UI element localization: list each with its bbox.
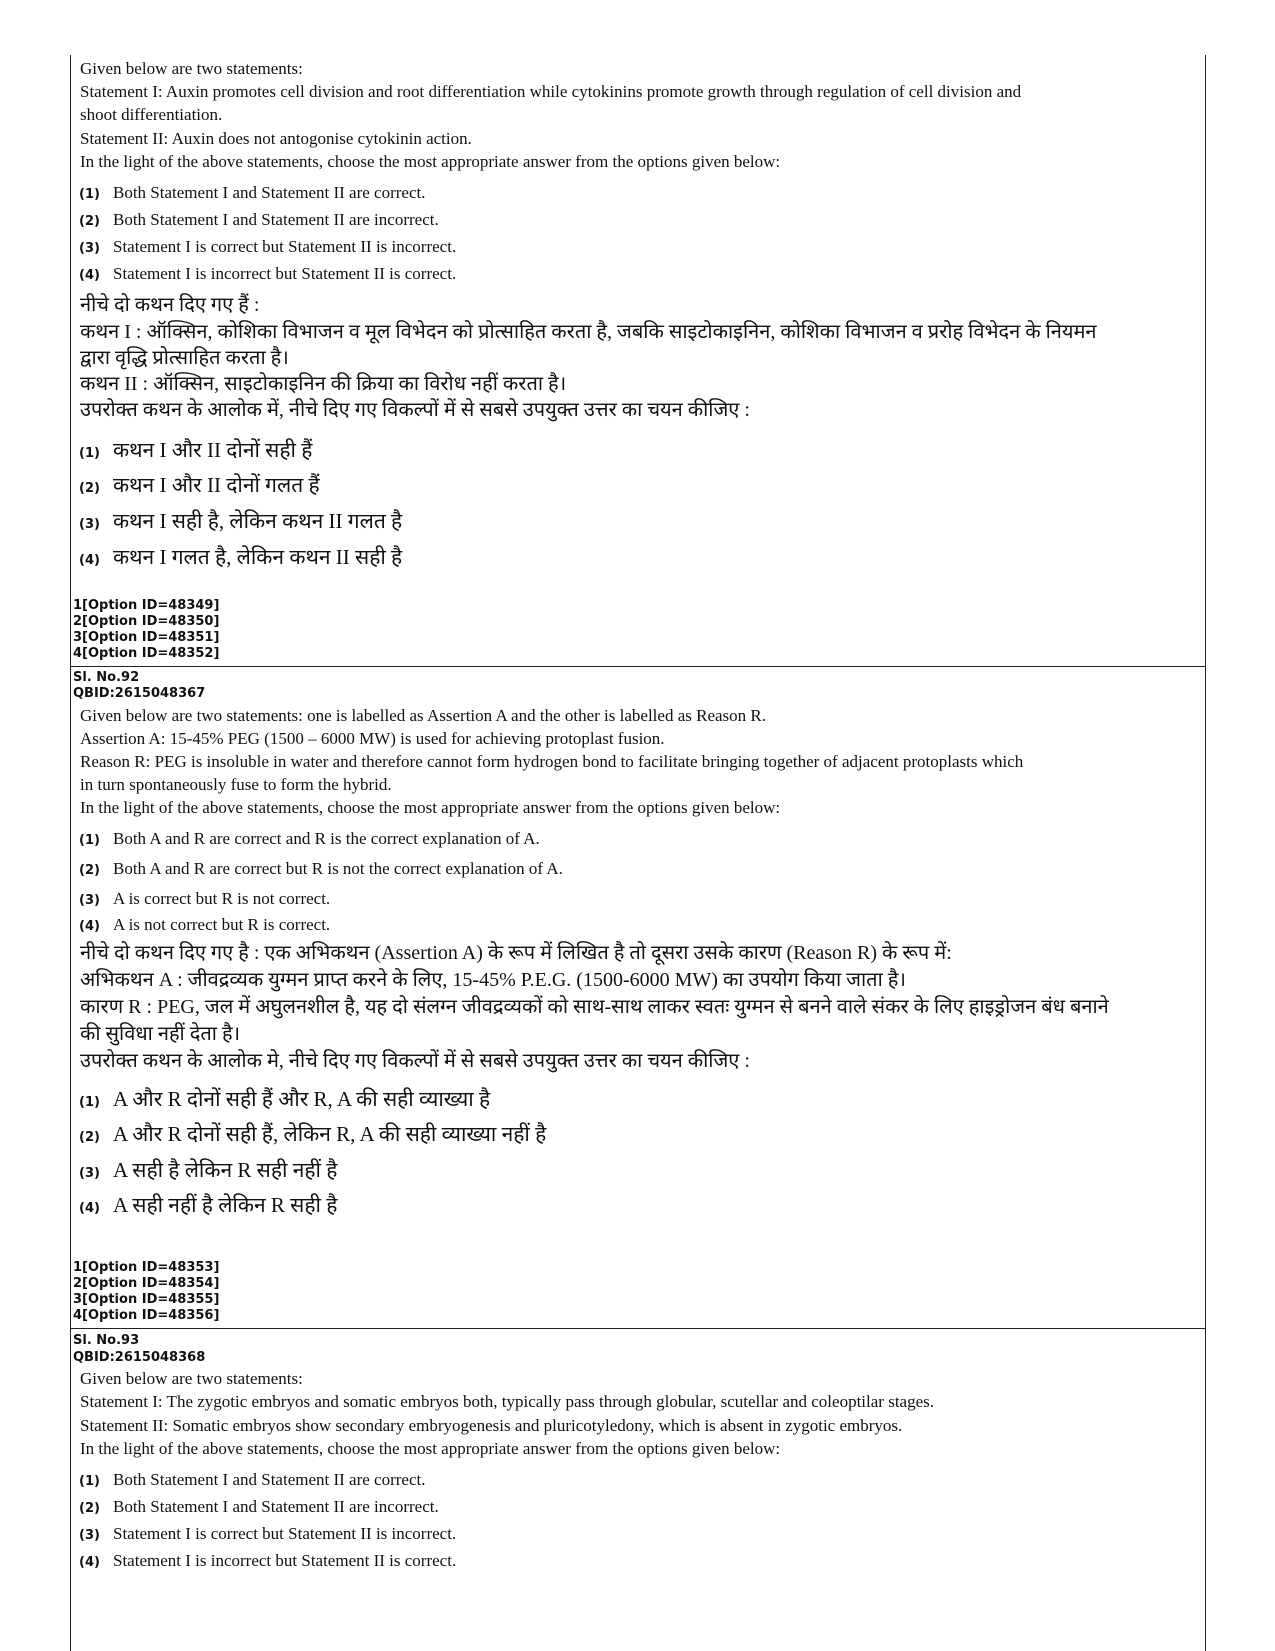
option-number: (2) <box>79 481 100 496</box>
option-number: (4) <box>79 1555 100 1570</box>
q91-option <box>79 210 439 232</box>
option-number: (2) <box>79 1501 100 1516</box>
option-text: A सही नहीं है लेकिन R सही है <box>113 1193 338 1217</box>
q91-hindi-option <box>79 472 320 502</box>
qbid: QBID:2615048367 <box>73 686 206 701</box>
option-number: (4) <box>79 268 100 283</box>
question-divider <box>70 666 1206 667</box>
q91-stem-line: shoot differentiation. <box>80 105 223 124</box>
option-text: Both A and R are correct but R is not the correct explanation of A. <box>113 859 563 878</box>
option-number: (1) <box>79 187 100 202</box>
option-text: Statement I is correct but Statement II is incorrect. <box>113 237 457 256</box>
option-text: Both Statement I and Statement II are correct. <box>113 1470 426 1489</box>
option-text: A सही है लेकिन R सही नहीं है <box>113 1158 338 1182</box>
q92-stem-line: Assertion A: 15-45% PEG (1500 – 6000 MW) is used for achieving protoplast fusion. <box>80 729 665 748</box>
q92-stem-line: In the light of the above statements, choose the most appropriate answer from the options given below: <box>80 798 781 817</box>
q93-stem-line: Statement II: Somatic embryos show secondary embryogenesis and pluricotyledony, which is absent in zygotic embryos. <box>80 1416 903 1435</box>
q92-hindi-option <box>79 1086 490 1116</box>
question-divider <box>70 1328 1206 1329</box>
q93-stem-line: In the light of the above statements, choose the most appropriate answer from the options given below: <box>80 1439 781 1458</box>
option-text: Both Statement I and Statement II are correct. <box>113 183 426 202</box>
q92-option <box>79 889 330 911</box>
option-text: Both Statement I and Statement II are incorrect. <box>113 1497 439 1516</box>
q92-option <box>79 829 540 851</box>
q91-stem-line: Statement II: Auxin does not antogonise cytokinin action. <box>80 129 472 148</box>
q91-option <box>79 264 456 286</box>
option-number: (4) <box>79 1201 100 1216</box>
q92-hindi-line: उपरोक्त कथन के आलोक मे, नीचे दिए गए विकल्पों में से सबसे उपयुक्त उत्तर का चयन कीजिए : <box>80 1050 750 1072</box>
q91-hindi-option <box>79 508 402 538</box>
q91-option <box>79 237 456 259</box>
q93-stem-line: Statement I: The zygotic embryos and somatic embryos both, typically pass through globular, scutellar and coleoptilar stages. <box>80 1392 934 1411</box>
q91-stem-line: Statement I: Auxin promotes cell division and root differentiation while cytokinins promote growth through regulation of cell division and <box>80 82 1022 101</box>
q93-option <box>79 1497 439 1519</box>
serial-number: Sl. No.93 <box>73 1333 140 1348</box>
option-id: 4[Option ID=48352] <box>73 646 220 661</box>
option-number: (4) <box>79 919 100 934</box>
q91-hindi-line: नीचे दो कथन दिए गए हैं : <box>80 294 260 316</box>
q93-option <box>79 1470 426 1492</box>
option-text: Statement I is incorrect but Statement II is correct. <box>113 1551 457 1570</box>
option-text: Statement I is correct but Statement II is incorrect. <box>113 1524 457 1543</box>
q92-stem-line: Given below are two statements: one is labelled as Assertion A and the other is labelled as Reason R. <box>80 706 766 725</box>
q91-hindi-line: उपरोक्त कथन के आलोक में, नीचे दिए गए विकल्पों में से सबसे उपयुक्त उत्तर का चयन कीजिए : <box>80 399 750 421</box>
q92-option <box>79 915 330 937</box>
q93-stem-line: Given below are two statements: <box>80 1369 303 1388</box>
option-number: (3) <box>79 1528 100 1543</box>
option-number: (2) <box>79 863 100 878</box>
q91-stem-line: In the light of the above statements, choose the most appropriate answer from the options given below: <box>80 152 781 171</box>
q92-hindi-line: की सुविधा नहीं देता है। <box>80 1023 241 1045</box>
q91-option <box>79 183 426 205</box>
q92-stem-line: in turn spontaneously fuse to form the hybrid. <box>80 775 392 794</box>
option-number: (1) <box>79 1095 100 1110</box>
option-text: कथन I और II दोनों सही हैं <box>113 438 313 462</box>
option-number: (3) <box>79 1166 100 1181</box>
option-id: 4[Option ID=48356] <box>73 1308 220 1323</box>
option-number: (2) <box>79 1130 100 1145</box>
option-id: 1[Option ID=48353] <box>73 1260 220 1275</box>
q91-hindi-line: कथन II : ऑक्सिन, साइटोकाइनिन की क्रिया का विरोध नहीं करता है। <box>80 373 567 395</box>
option-id: 1[Option ID=48349] <box>73 598 220 613</box>
q91-hindi-option <box>79 437 312 467</box>
option-text: A और R दोनों सही हैं, लेकिन R, A की सही व्याख्या नहीं है <box>113 1122 547 1146</box>
option-id: 3[Option ID=48355] <box>73 1292 220 1307</box>
q92-hindi-line: नीचे दो कथन दिए गए है : एक अभिकथन (Assertion A) के रूप में लिखित है तो दूसरा उसके कारण (Reason R) के रूप में: <box>80 942 952 964</box>
option-text: A is not correct but R is correct. <box>113 915 331 934</box>
qbid: QBID:2615048368 <box>73 1350 206 1365</box>
q92-hindi-line: अभिकथन A : जीवद्रव्यक युग्मन प्राप्त करने के लिए, 15-45% P.E.G. (1500-6000 MW) का उपयोग किया जाता है। <box>80 969 906 991</box>
serial-number: Sl. No.92 <box>73 670 140 685</box>
option-id: 3[Option ID=48351] <box>73 630 220 645</box>
option-number: (1) <box>79 1474 100 1489</box>
option-text: कथन I सही है, लेकिन कथन II गलत है <box>113 509 403 533</box>
q91-hindi-line: कथन I : ऑक्सिन, कोशिका विभाजन व मूल विभेदन को प्रोत्साहित करता है, जबकि साइटोकाइनिन, कोशिका विभाजन व प्ररोह विभेदन के नियमन <box>80 321 1097 343</box>
option-text: कथन I गलत है, लेकिन कथन II सही है <box>113 545 403 569</box>
option-id: 2[Option ID=48354] <box>73 1276 220 1291</box>
q92-stem-line: Reason R: PEG is insoluble in water and therefore cannot form hydrogen bond to facilitate bringing together of adjacent protoplasts which <box>80 752 1024 771</box>
q92-hindi-line: कारण R : PEG, जल में अघुलनशील है, यह दो संलग्न जीवद्रव्यकों को साथ-साथ लाकर स्वतः युग्मन से बनने वाले संकर के लिए हाइड्रोजन बंध बनाने <box>80 996 1109 1018</box>
option-number: (3) <box>79 517 100 532</box>
q91-stem-line: Given below are two statements: <box>80 59 303 78</box>
q93-option <box>79 1551 456 1573</box>
option-text: Both Statement I and Statement II are incorrect. <box>113 210 439 229</box>
option-text: Statement I is incorrect but Statement II is correct. <box>113 264 457 283</box>
option-text: कथन I और II दोनों गलत हैं <box>113 473 320 497</box>
q93-option <box>79 1524 456 1546</box>
option-number: (4) <box>79 553 100 568</box>
option-id: 2[Option ID=48350] <box>73 614 220 629</box>
q92-hindi-option <box>79 1192 337 1222</box>
option-text: A और R दोनों सही हैं और R, A की सही व्याख्या है <box>113 1087 491 1111</box>
option-number: (3) <box>79 893 100 908</box>
option-number: (1) <box>79 833 100 848</box>
option-number: (1) <box>79 446 100 461</box>
q91-hindi-line: द्वारा वृद्धि प्रोत्साहित करता है। <box>80 347 289 369</box>
q91-hindi-option <box>79 544 402 574</box>
q92-hindi-option <box>79 1157 337 1187</box>
option-text: Both A and R are correct and R is the correct explanation of A. <box>113 829 540 848</box>
option-number: (2) <box>79 214 100 229</box>
q92-option <box>79 859 563 881</box>
q92-hindi-option <box>79 1121 546 1151</box>
option-number: (3) <box>79 241 100 256</box>
option-text: A is correct but R is not correct. <box>113 889 331 908</box>
